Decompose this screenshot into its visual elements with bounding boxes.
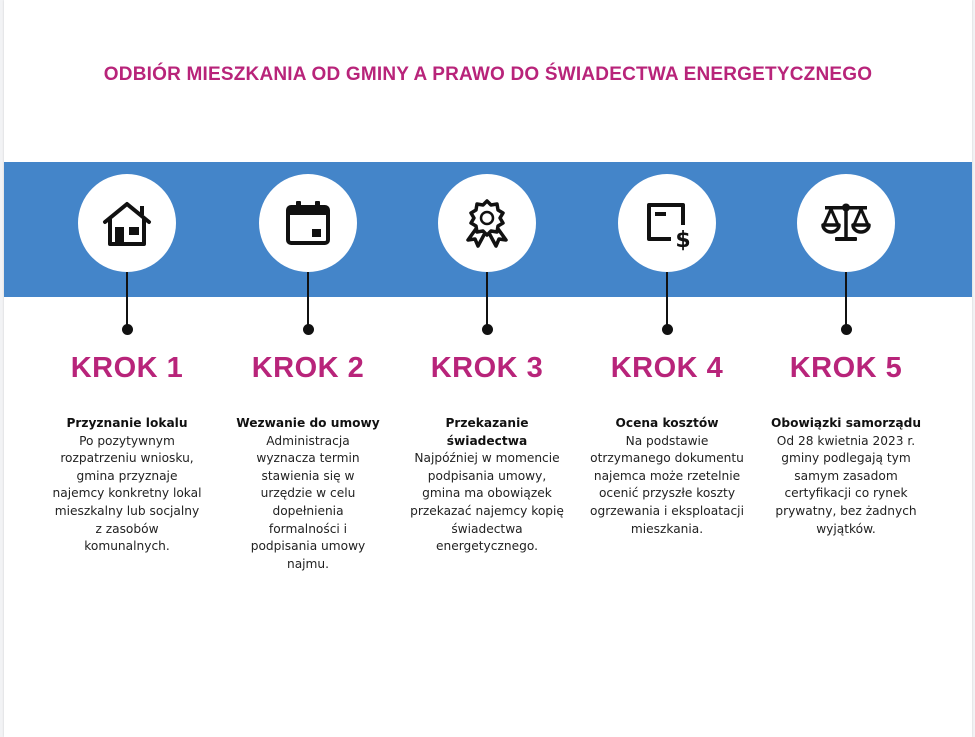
step-2-icon-circle — [259, 174, 357, 272]
step-3-label: KROK 3 — [430, 352, 544, 384]
step-4-description — [577, 415, 757, 538]
step-3 — [397, 0, 577, 737]
step-4-dot — [662, 324, 673, 335]
step-2-dot — [303, 324, 314, 335]
step-5-heading: Obowiązki samorządu — [770, 416, 922, 430]
calendar-icon — [280, 195, 336, 251]
step-4-body: Na podstawie otrzymanego dokumentu najemca może rzetelnie ocenić przyszłe koszty ogrzewania i eksploatacji mieszkania. — [590, 433, 744, 536]
step-2-description — [218, 415, 398, 573]
step-5-body: Od 28 kwietnia 2023 r. gminy podlegają tym samym zasadom certyfikacji co rynek prywatny, bez żadnych wyjątków. — [775, 433, 917, 536]
step-1-connector — [126, 272, 128, 328]
step-2-heading: Wezwanie do umowy — [236, 416, 380, 430]
step-1 — [37, 0, 217, 737]
step-5-dot — [841, 324, 852, 335]
step-1-label: KROK 1 — [70, 352, 184, 384]
step-1-dot — [122, 324, 133, 335]
page-title: ODBIÓR MIESZKANIA OD GMINY A PRAWO DO ŚWIADECTWA ENERGETYCZNEGO — [103, 64, 873, 85]
step-2-label: KROK 2 — [251, 352, 365, 384]
step-4 — [577, 0, 757, 737]
step-3-description — [397, 415, 577, 556]
step-2 — [218, 0, 398, 737]
step-3-connector — [486, 272, 488, 328]
step-2-connector — [307, 272, 309, 328]
step-1-description — [37, 415, 217, 556]
step-5 — [756, 0, 936, 737]
svg-text:$: $ — [675, 228, 691, 251]
house-icon — [99, 195, 155, 251]
step-2-body: Administracja wyznacza termin stawienia się w urzędzie w celu dopełnienia formalności i podpisania umowy najmu. — [250, 433, 366, 571]
step-3-icon-circle — [438, 174, 536, 272]
step-3-body: Najpóźniej w momencie podpisania umowy, gmina ma obowiązek przekazać najemcy kopię świadectwa energetycznego. — [410, 451, 564, 554]
step-3-heading: Przekazanie świadectwa — [445, 416, 529, 448]
step-5-label: KROK 5 — [789, 352, 903, 384]
award-ribbon-icon — [459, 195, 515, 251]
infographic-page — [4, 0, 972, 737]
step-1-body: Po pozytywnym rozpatrzeniu wniosku, gmina przyznaje najemcy konkretny lokal mieszkalny lub socjalny z zasobów komunalnych. — [52, 433, 202, 554]
step-3-dot — [482, 324, 493, 335]
invoice-dollar-icon — [639, 195, 695, 251]
scales-icon — [818, 195, 874, 251]
step-5-icon-circle — [797, 174, 895, 272]
step-4-heading: Ocena kosztów — [615, 416, 719, 430]
step-1-icon-circle — [78, 174, 176, 272]
step-5-description — [756, 415, 936, 538]
step-5-connector — [845, 272, 847, 328]
step-1-heading: Przyznanie lokalu — [66, 416, 188, 430]
step-4-label: KROK 4 — [610, 352, 724, 384]
step-4-connector — [666, 272, 668, 328]
step-4-icon-circle — [618, 174, 716, 272]
